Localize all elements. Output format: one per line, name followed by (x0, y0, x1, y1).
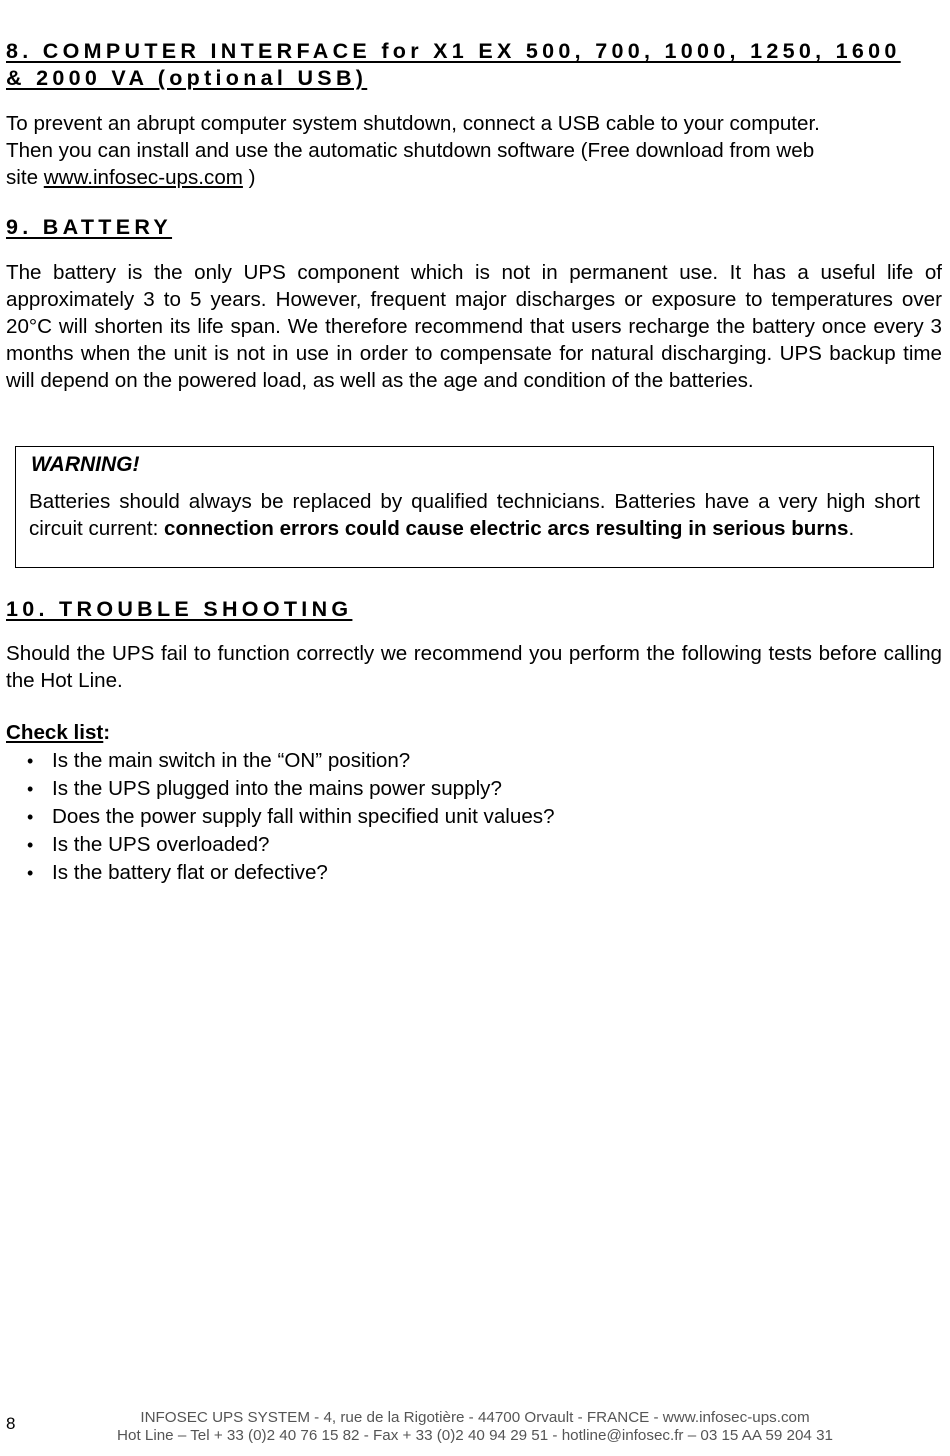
bullet-icon: • (27, 835, 34, 855)
section-8-title-line2: & 2000 VA (optional USB) (6, 66, 368, 90)
warning-title: WARNING! (31, 453, 140, 476)
footer-line-1: INFOSEC UPS SYSTEM - 4, rue de la Rigotière - 44700 Orvault - FRANCE - www.infosec-ups.com (140, 1409, 810, 1426)
section-8-body (6, 110, 942, 191)
checklist-item-text: Is the UPS overloaded? (52, 833, 270, 856)
checklist-label (6, 719, 110, 746)
website-link[interactable]: www.infosec-ups.com (43, 166, 243, 189)
section-9-body: The battery is the only UPS component which is not in permanent use. It has a useful life of approximately 3 to 5 years. However, frequent major discharges or exposure to temperatures over 20°C will shorten its life span. We therefore recommend that users recharge the battery once every 3 months when the unit is not in use in order to compensate for natural discharging. UPS backup time will depend on the powered load, as well as the age and condition of the batteries. (6, 261, 942, 392)
section-10-heading (6, 596, 352, 623)
checklist-label-colon: : (103, 721, 111, 744)
warning-text (29, 488, 920, 542)
bullet-icon: • (27, 751, 34, 771)
section-8-title-line1: 8. COMPUTER INTERFACE for X1 EX 500, 700, 1000, 1250, 1600 (6, 39, 901, 63)
footer-line-2: Hot Line – Tel + 33 (0)2 40 76 15 82 - Fax + 33 (0)2 40 94 29 51 - hotline@infosec.fr – 03 15 AA 59 204 31 (117, 1427, 833, 1444)
section-8-body-line3-suffix: ) (242, 166, 256, 189)
checklist-label-text: Check list (6, 721, 104, 744)
section-10-title: 10. TROUBLE SHOOTING (6, 597, 353, 621)
bullet-icon: • (27, 807, 34, 827)
section-10-body: Should the UPS fail to function correctly we recommend you perform the following tests before calling the Hot Line. (6, 642, 942, 692)
warning-box (15, 446, 934, 568)
warning-text-end: . (848, 517, 855, 540)
page-number: 8 (6, 1414, 16, 1433)
bullet-icon: • (27, 779, 34, 799)
section-8-body-line1: To prevent an abrupt computer system shutdown, connect a USB cable to your computer. (6, 112, 820, 135)
section-9-heading (6, 214, 172, 241)
section-8-body-line2: Then you can install and use the automatic shutdown software (Free download from web (6, 139, 815, 162)
section-8-heading-cont (6, 65, 367, 92)
checklist-item-text: Is the battery flat or defective? (52, 861, 328, 884)
bullet-icon: • (27, 863, 34, 883)
warning-text-bold: connection errors could cause electric arcs resulting in serious burns (164, 517, 849, 540)
checklist-item-text: Does the power supply fall within specified unit values? (52, 805, 555, 828)
warning-text-normal: Batteries should always be replaced by qualified technicians. Batteries have a very high short circuit current: (29, 490, 920, 540)
section-9-title: 9. BATTERY (6, 215, 173, 239)
checklist-item-text: Is the main switch in the “ON” position? (52, 749, 411, 772)
section-8-body-line3-prefix: site (6, 166, 44, 189)
checklist-item-text: Is the UPS plugged into the mains power supply? (52, 777, 502, 800)
section-8-heading (6, 38, 901, 65)
